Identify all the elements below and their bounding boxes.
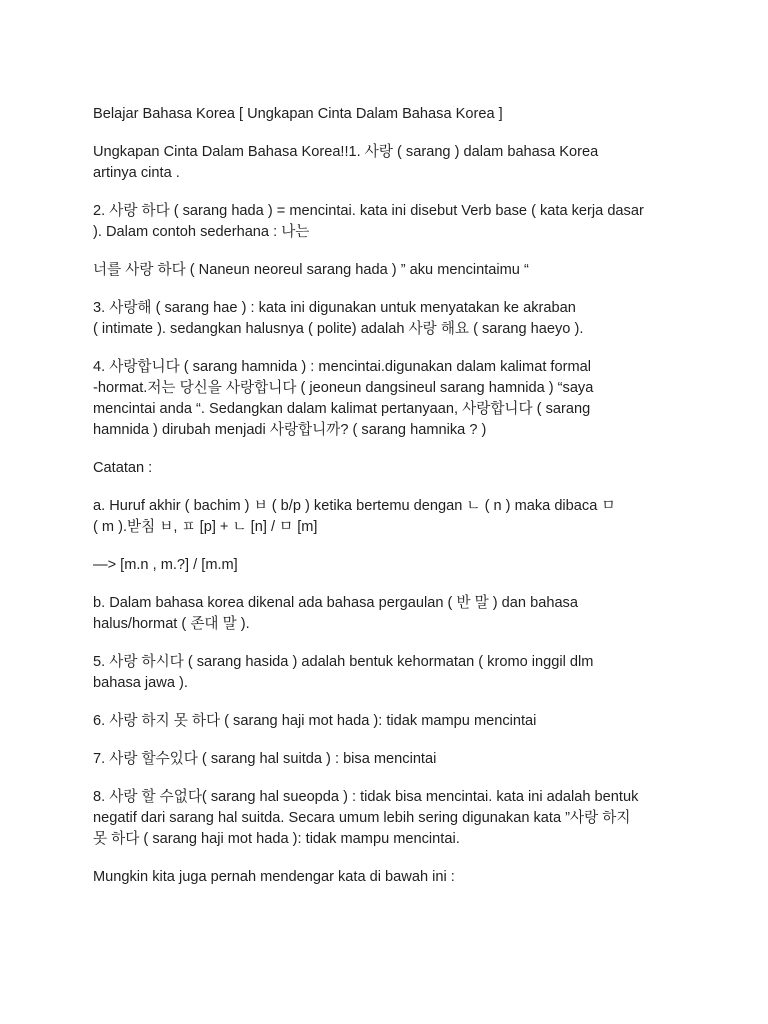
text-line: a. Huruf akhir ( bachim ) ㅂ ( b/p ) ketika bertemu dengan ㄴ ( n ) maka dibaca ㅁ bbox=[93, 498, 616, 514]
paragraph-item-5 bbox=[93, 652, 683, 694]
text-line: artinya cinta . bbox=[93, 165, 180, 181]
text-line: -hormat.저는 당신을 사랑합니다 ( jeoneun dangsineul sarang hamnida ) “saya bbox=[93, 380, 594, 396]
document-page bbox=[93, 104, 683, 905]
text-line: hamnida ) dirubah menjadi 사랑합니까? ( sarang hamnika ? ) bbox=[93, 422, 487, 438]
text-line: 6. 사랑 하지 못 하다 ( sarang haji mot hada ): tidak mampu mencintai bbox=[93, 713, 537, 729]
paragraph-note-arrow bbox=[93, 555, 683, 576]
text-line: negatif dari sarang hal suitda. Secara umum lebih sering digunakan kata ”사랑 하지 bbox=[93, 810, 631, 826]
text-line: ( m ).받침 ㅂ, ㅍ [p] + ㄴ [n] / ㅁ [m] bbox=[93, 519, 318, 535]
paragraph-item-4 bbox=[93, 357, 683, 441]
paragraph-notes-heading bbox=[93, 458, 683, 479]
text-line: 못 하다 ( sarang haji mot hada ): tidak mampu mencintai. bbox=[93, 831, 460, 847]
text-line: 너를 사랑 하다 ( Naneun neoreul sarang hada ) ” aku mencintaimu “ bbox=[93, 262, 529, 278]
text-line: 5. 사랑 하시다 ( sarang hasida ) adalah bentuk kehormatan ( kromo inggil dlm bbox=[93, 654, 594, 670]
paragraph-item-8 bbox=[93, 787, 683, 850]
paragraph-closing bbox=[93, 867, 683, 888]
paragraph-item-6 bbox=[93, 711, 683, 732]
text-line: mencintai anda “. Sedangkan dalam kalimat pertanyaan, 사랑합니다 ( sarang bbox=[93, 401, 591, 417]
text-line: —> [m.n , m.?] / [m.m] bbox=[93, 557, 238, 573]
text-line: b. Dalam bahasa korea dikenal ada bahasa pergaulan ( 반 말 ) dan bahasa bbox=[93, 595, 578, 611]
text-line: Belajar Bahasa Korea [ Ungkapan Cinta Dalam Bahasa Korea ] bbox=[93, 106, 503, 122]
text-line: 4. 사랑합니다 ( sarang hamnida ) : mencintai.digunakan dalam kalimat formal bbox=[93, 359, 591, 375]
text-line: halus/hormat ( 존대 말 ). bbox=[93, 616, 250, 632]
document-title bbox=[93, 104, 683, 125]
text-line: 3. 사랑해 ( sarang hae ) : kata ini digunakan untuk menyatakan ke akraban bbox=[93, 300, 576, 316]
text-line: 2. 사랑 하다 ( sarang hada ) = mencintai. kata ini disebut Verb base ( kata kerja dasar bbox=[93, 203, 644, 219]
text-line: Ungkapan Cinta Dalam Bahasa Korea!!1. 사랑 ( sarang ) dalam bahasa Korea bbox=[93, 144, 599, 160]
text-line: ( intimate ). sedangkan halusnya ( polite) adalah 사랑 해요 ( sarang haeyo ). bbox=[93, 321, 584, 337]
text-line: bahasa jawa ). bbox=[93, 675, 188, 691]
paragraph-note-a bbox=[93, 496, 683, 538]
text-line: Catatan : bbox=[93, 460, 153, 476]
paragraph-item-2 bbox=[93, 201, 683, 243]
text-line: 8. 사랑 할 수없다( sarang hal sueopda ) : tidak bisa mencintai. kata ini adalah bentuk bbox=[93, 789, 639, 805]
text-line: Mungkin kita juga pernah mendengar kata di bawah ini : bbox=[93, 869, 455, 885]
paragraph-item-7 bbox=[93, 749, 683, 770]
text-line: 7. 사랑 할수있다 ( sarang hal suitda ) : bisa mencintai bbox=[93, 751, 437, 767]
paragraph-example bbox=[93, 260, 683, 281]
text-line: ). Dalam contoh sederhana : 나는 bbox=[93, 224, 310, 240]
paragraph-intro bbox=[93, 142, 683, 184]
paragraph-item-3 bbox=[93, 298, 683, 340]
paragraph-note-b bbox=[93, 593, 683, 635]
